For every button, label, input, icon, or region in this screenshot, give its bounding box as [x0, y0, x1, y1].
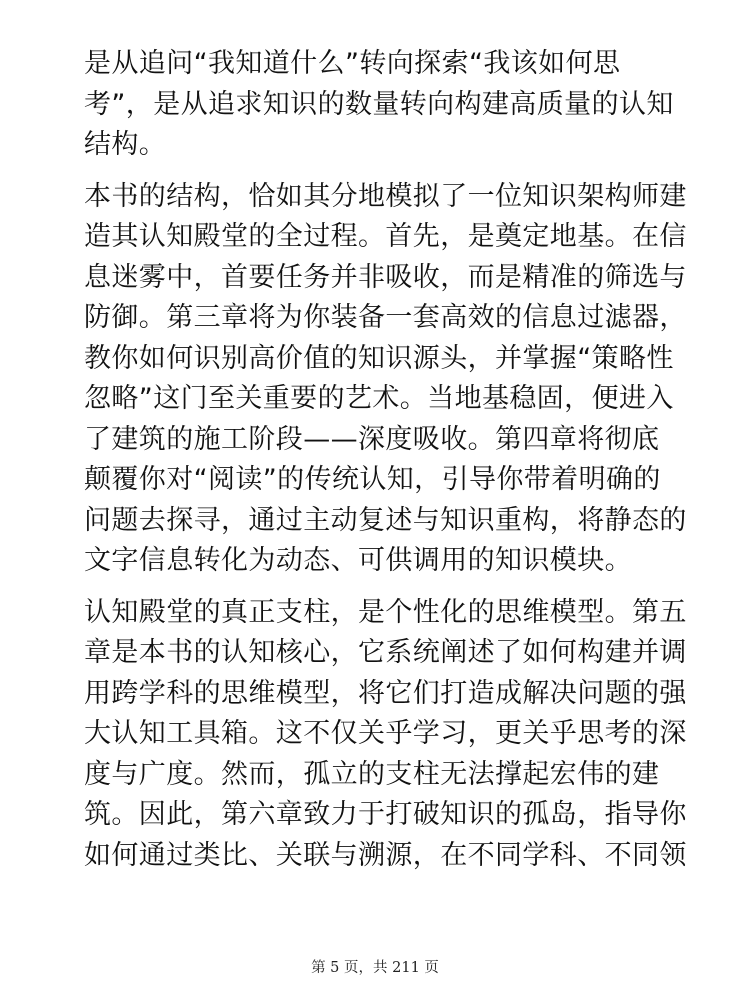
- text-line: 防御。第三章将为你装备一套高效的信息过滤器，: [84, 302, 687, 333]
- text-line: 忽略”这门至关重要的艺术。当地基稳固，便进入: [84, 383, 674, 414]
- text-line: 用跨学科的思维模型，将它们打造成解决问题的强: [84, 677, 687, 709]
- text-line: 结构。: [84, 129, 167, 160]
- paragraph-3: [84, 593, 687, 877]
- body-text: [84, 44, 687, 876]
- text-line: 度与广度。然而，孤立的支柱无法撑起宏伟的建: [84, 758, 660, 790]
- text-line: 造其认知殿堂的全过程。首先，是奠定地基。在信: [84, 221, 687, 252]
- text-line: 大认知工具箱。这不仅关乎学习，更关乎思考的深: [84, 718, 687, 749]
- text-line: 考”，是从追求知识的数量转向构建高质量的认知: [84, 88, 674, 120]
- page-number-footer: 第 5 页，共 211 页: [311, 960, 439, 976]
- text-line: 是从追问“我知道什么”转向探索“我该如何思: [84, 48, 621, 79]
- text-line: 筑。因此，第六章致力于打破知识的孤岛，指导你: [84, 799, 687, 830]
- text-line: 本书的结构，恰如其分地模拟了一位知识架构师建: [84, 180, 687, 212]
- text-line: 教你如何识别高价值的知识源头，并掌握“策略性: [84, 342, 674, 374]
- text-line: 息迷雾中，首要任务并非吸收，而是精准的筛选与: [84, 261, 687, 293]
- text-line: 了建筑的施工阶段——深度吸收。第四章将彻底: [84, 423, 660, 455]
- text-line: 文字信息转化为动态、可供调用的知识模块。: [84, 545, 632, 576]
- text-line: 颠覆你对“阅读”的传统认知，引导你带着明确的: [84, 464, 661, 495]
- text-line: 问题去探寻，通过主动复述与知识重构，将静态的: [84, 504, 687, 536]
- paragraph-1: [84, 44, 684, 166]
- text-line: 如何通过类比、关联与溯源，在不同学科、不同领: [84, 839, 687, 871]
- text-line: 认知殿堂的真正支柱，是个性化的思维模型。第五: [84, 596, 687, 628]
- text-line: 章是本书的认知核心，它系统阐述了如何构建并调: [84, 637, 687, 668]
- paragraph-2: [84, 177, 687, 582]
